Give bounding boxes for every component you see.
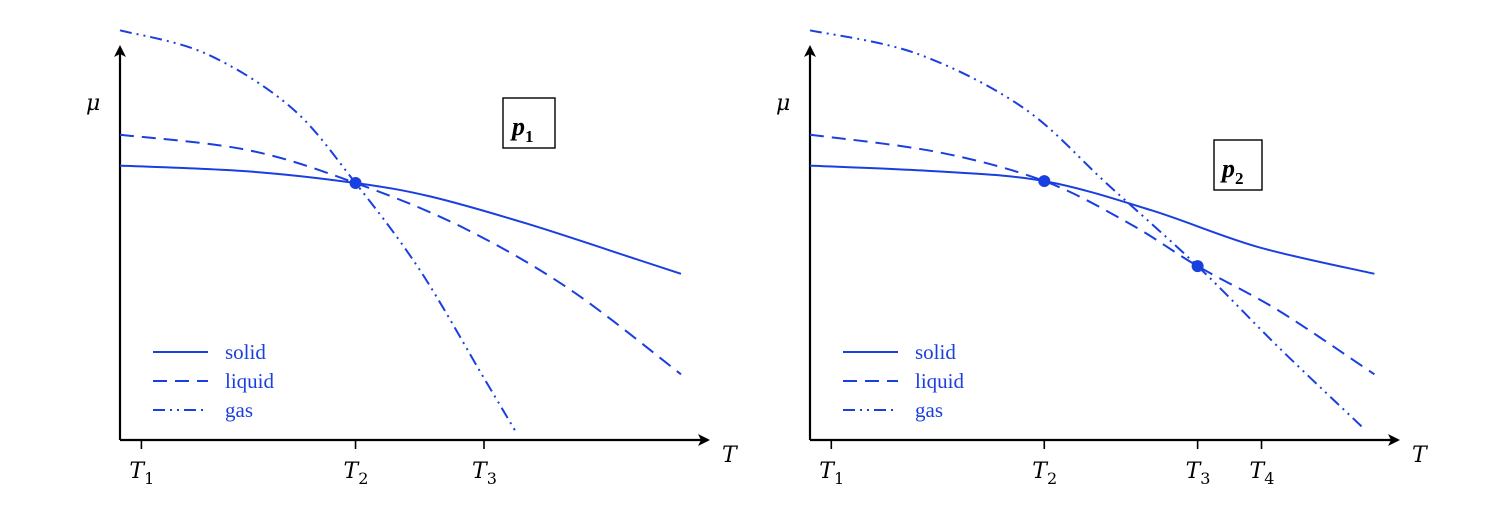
pressure-label-main: p [1222,154,1235,183]
x-tick-label-subscript: 3 [1200,469,1211,488]
intersection-point-1 [350,177,362,189]
x-tick-label-main: T [1032,459,1047,484]
x-tick-label-subscript: 4 [1264,469,1275,488]
series-line-gas [810,30,1364,428]
legend-label-solid: solid [915,340,956,364]
legend-label-solid: solid [225,340,266,364]
series-line-liquid [120,135,681,375]
legend-label-gas: gas [225,398,253,422]
x-tick-label-2 [1032,459,1057,488]
y-axis-label: μ [86,91,101,116]
chart-panel-p2 [776,30,1429,488]
chart-panel-p1 [86,30,739,488]
x-tick-label-main: T [819,459,834,484]
pressure-label-main: p [512,112,525,141]
x-tick-label-3 [472,459,497,488]
x-tick-label-1 [129,459,154,488]
x-tick-label-3 [1186,459,1211,488]
pressure-label-subscript: 1 [525,127,534,146]
x-tick-label-subscript: 1 [144,469,155,488]
x-tick-label-4 [1250,459,1275,488]
x-tick-label-subscript: 2 [358,469,369,488]
legend-label-liquid: liquid [915,369,965,393]
series-line-gas [120,30,516,432]
intersection-point-1 [1038,175,1050,187]
x-tick-label-main: T [129,459,145,484]
x-axis-label: T [722,443,737,468]
x-tick-label-subscript: 2 [1046,469,1058,488]
x-tick-label-main: T [1249,459,1265,484]
x-tick-label-main: T [1185,459,1201,484]
pressure-label-subscript: 2 [1235,169,1244,188]
x-tick-label-2 [344,459,369,488]
legend-label-gas: gas [915,398,943,422]
x-axis-label: T [1412,443,1427,468]
series-line-solid [120,166,681,274]
x-tick-label-subscript: 3 [486,469,497,488]
intersection-point-2 [1192,260,1204,272]
y-axis-label: μ [776,91,791,116]
x-tick-label-1 [819,459,844,488]
series-line-solid [810,166,1374,274]
x-tick-label-subscript: 1 [833,469,845,488]
x-tick-label-main: T [472,459,487,484]
x-tick-label-main: T [343,459,359,484]
legend-label-liquid: liquid [225,369,275,393]
